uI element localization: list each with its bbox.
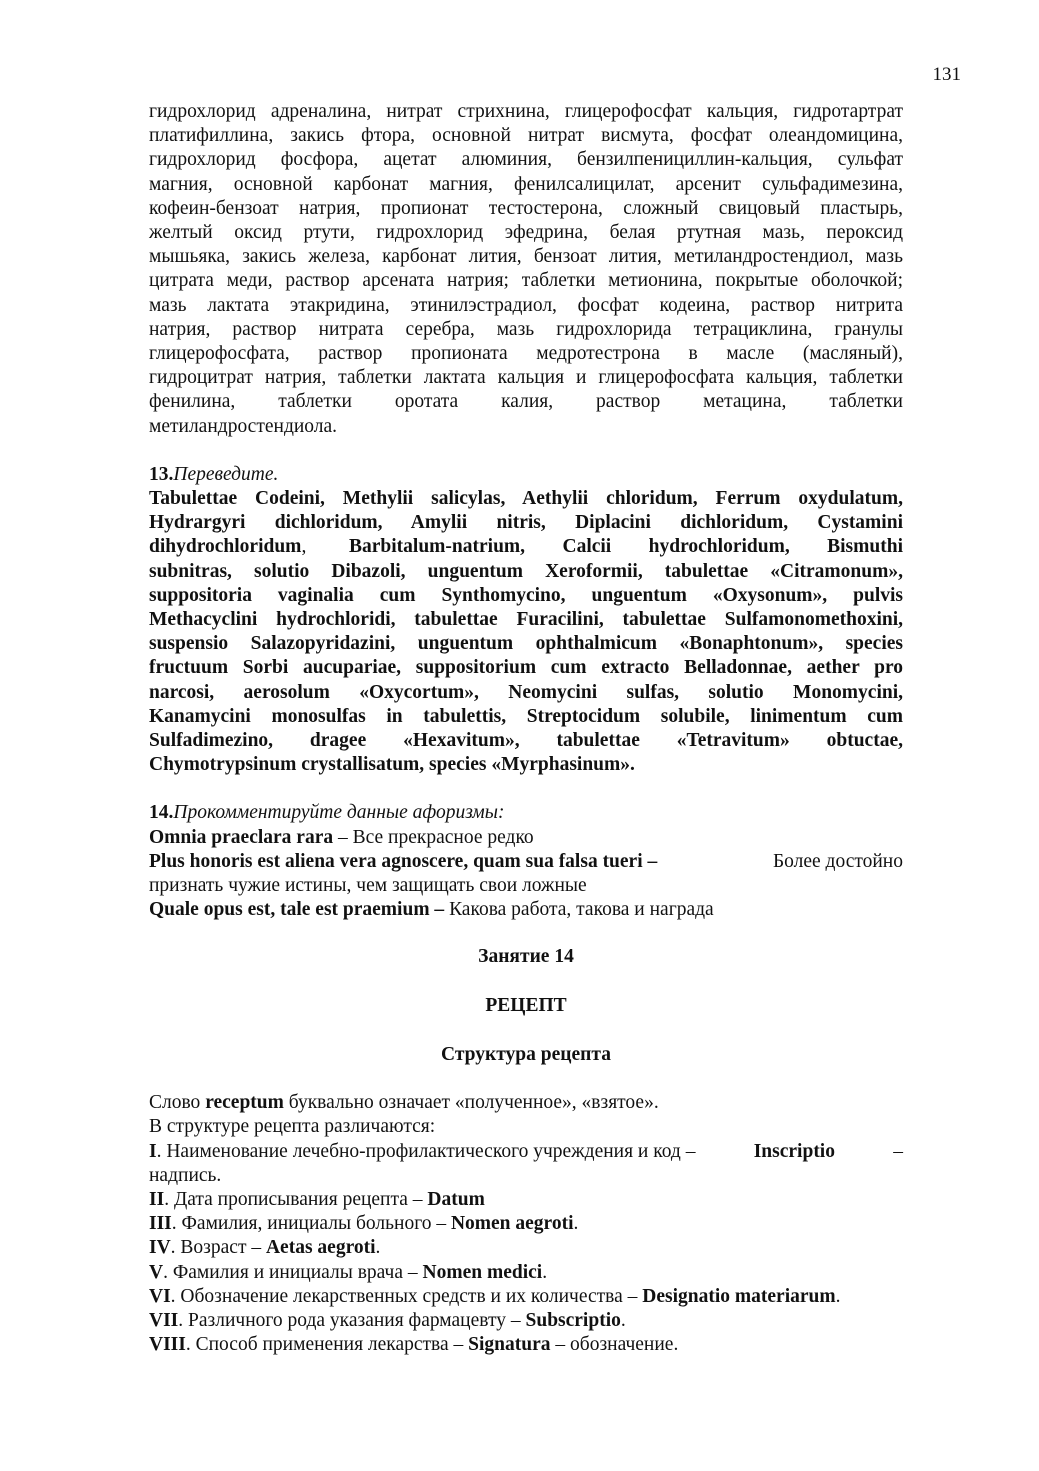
structure-item-1: [149, 1140, 903, 1164]
prescription-structure: [149, 1091, 903, 1357]
text-line: [149, 535, 903, 559]
text-line: гидроцитрат натрия, таблетки лактата кальция и глицерофосфата кальция, таблетки: [149, 367, 903, 389]
text-line: желтый оксид ртути, гидрохлорид эфедрина, белая ртутная мазь, пероксид: [149, 222, 903, 244]
text-line: Methacyclini hydrochloridi, tabulettae Furacilini, tabulettae Sulfamonomethoxini,: [149, 609, 903, 631]
structure-item: [149, 1261, 903, 1285]
text-line: фенилина, таблетки оротата калия, раствор метацина, таблетки: [149, 391, 903, 413]
text-segment: буквально означает «полученное», «взятое».: [283, 1092, 659, 1114]
aphorism-translation: – Все прекрасное редко: [333, 826, 534, 848]
item-number: V: [149, 1261, 164, 1283]
item-number: II: [149, 1188, 165, 1210]
text-line: метиландростендиола.: [149, 415, 338, 437]
aphorism-2: [149, 850, 903, 874]
text-segment: Слово: [149, 1092, 206, 1114]
aphorism-translation: Какова работа, такова и награда: [444, 899, 714, 921]
text-line: Tabulettae Codeini, Methylii salicylas, Aethylii chloridum, Ferrum oxydulatum,: [149, 488, 903, 510]
text-line: платифиллина, закись фтора, основной нитрат висмута, фосфат олеандомицина,: [149, 125, 903, 147]
exercise-13-text: [149, 487, 903, 777]
aphorism-latin: Quale opus est, tale est praemium –: [149, 899, 445, 921]
aphorism-3: [149, 898, 903, 922]
intro-line: [149, 1091, 903, 1115]
item-number: VII: [149, 1309, 179, 1331]
text-line: fructuum Sorbi aucupariae, suppositorium cum extracto Belladonnae, aether pro: [149, 657, 903, 679]
exercise-13: [149, 463, 903, 778]
item-text: . Фамилия и инициалы врача –: [163, 1261, 423, 1283]
section-title: РЕЦЕПТ: [485, 994, 567, 1016]
text-line: мазь лактата этакридина, этинилэстрадиол, фосфат кодеина, раствор нитрита: [149, 294, 903, 316]
exercise-number: 13.: [149, 463, 174, 485]
item-text: . Наименование лечебно-профилактического учреждения и код –: [156, 1140, 696, 1162]
structure-item: [149, 1285, 903, 1309]
structure-item: [149, 1236, 903, 1260]
item-number: III: [149, 1213, 172, 1235]
text-segment: ,: [301, 536, 307, 558]
item-term: Subscriptio: [525, 1309, 621, 1331]
text-line: цитрата меди, раствор арсената натрия; таблетки метионина, покрытые оболочкой;: [149, 270, 903, 292]
text-line: suppositoria vaginalia cum Synthomycino, unguentum «Oxysonum», pulvis: [149, 584, 903, 606]
item-text: . Обозначение лекарственных средств и их количества –: [170, 1285, 643, 1307]
drug-names-paragraph: [149, 100, 903, 439]
item-post: .: [620, 1309, 626, 1331]
exercise-instruction: Прокомментируйте данные афоризмы:: [173, 802, 505, 824]
lesson-heading: Занятие 14: [478, 945, 574, 967]
item-number: VI: [149, 1285, 171, 1307]
item-text: . Фамилия, инициалы больного –: [171, 1213, 451, 1235]
item-text: . Различного рода указания фармацевту –: [178, 1309, 526, 1331]
structure-item: [149, 1212, 903, 1236]
item-term: Signatura: [468, 1334, 551, 1356]
item-text: . Способ применения лекарства –: [185, 1334, 469, 1356]
text-line: натрия, раствор нитрата серебра, мазь гидрохлорида тетрациклина, гранулы: [149, 318, 903, 340]
text-line: narcosi, aerosolum «Oxycortum», Neomycini sulfas, solutio Monomycini,: [149, 681, 903, 703]
item-post: .: [542, 1261, 548, 1283]
text-line: Sulfadimezino, dragee «Hexavitum», tabulettae «Tetravitum» obtuctae,: [149, 730, 903, 752]
exercise-13-header: [149, 463, 903, 487]
text-segment: Barbitalum-natrium, Calcii hydrochloridum, Bismuthi: [349, 536, 903, 558]
item-number: VIII: [149, 1334, 186, 1356]
text-line: Hydrargyri dichloridum, Amylii nitris, Diplacini dichloridum, Cystamini: [149, 512, 903, 534]
page-number: 131: [932, 64, 961, 85]
page-content: [149, 100, 903, 1357]
aphorism-1: [149, 826, 903, 850]
aphorism-translation: Более достойно: [772, 850, 903, 872]
text-line: мышьяка, закись железа, карбонат лития, бензоат лития, метиландростендиол, мазь: [149, 246, 903, 268]
intro-line-2: В структуре рецепта различаются:: [149, 1116, 436, 1138]
exercise-14-header: [149, 801, 903, 825]
item-post: .: [573, 1213, 579, 1235]
item-number: I: [149, 1140, 157, 1162]
exercise-14: [149, 801, 903, 922]
item-text: . Возраст –: [170, 1237, 266, 1259]
item-text: . Дата прописывания рецепта –: [164, 1188, 428, 1210]
aphorism-latin: Plus honoris est aliena vera agnoscere, quam sua falsa tueri –: [149, 850, 658, 872]
exercise-instruction: Переведите.: [173, 463, 279, 485]
text-line: Chymotrypsinum crystallisatum, species «Myrphasinum».: [149, 754, 635, 776]
item-post: .: [375, 1237, 381, 1259]
text-segment: dihydrochloridum: [149, 536, 302, 558]
aphorism-2-continuation: признать чужие истины, чем защищать свои ложные: [149, 875, 587, 897]
section-subtitle: Структура рецепта: [441, 1043, 611, 1065]
text-line: гидрохлорид адреналина, нитрат стрихнина, глицерофосфат кальция, гидротартрат: [149, 101, 903, 122]
item-term: Designatio materiarum: [642, 1285, 836, 1307]
structure-item: [149, 1333, 903, 1357]
structure-item-1-continuation: надпись.: [149, 1164, 222, 1186]
text-line: гидрохлорид фосфора, ацетат алюминия, бензилпенициллин-кальция, сульфат: [149, 149, 903, 171]
item-term: Aetas aegroti: [265, 1237, 376, 1259]
exercise-number: 14.: [149, 802, 174, 824]
structure-item: [149, 1188, 903, 1212]
item-term: Nomen aegroti: [450, 1213, 574, 1235]
item-dash: –: [893, 1140, 903, 1162]
item-number: IV: [149, 1237, 171, 1259]
term: receptum: [205, 1092, 284, 1114]
text-line: магния, основной карбонат магния, фенилсалицилат, арсенит сульфадимезина,: [149, 173, 903, 195]
structure-item: [149, 1309, 903, 1333]
item-term: Datum: [427, 1188, 485, 1210]
item-post: .: [835, 1285, 841, 1307]
text-line: subnitras, solutio Dibazoli, unguentum Xeroformii, tabulettae «Citramonum»,: [149, 560, 903, 582]
item-term: Inscriptio: [753, 1140, 835, 1162]
item-post: – обозначение.: [550, 1334, 679, 1356]
aphorism-latin: Omnia praeclara rara: [149, 826, 334, 848]
text-line: suspensio Salazopyridazini, unguentum ophthalmicum «Bonaphtonum», species: [149, 633, 903, 655]
item-term: Nomen medici: [422, 1261, 543, 1283]
text-line: кофеин-бензоат натрия, пропионат тестостерона, сложный свицовый пластырь,: [149, 197, 903, 219]
text-line: Kanamycini monosulfas in tabulettis, Streptocidum solubile, linimentum cum: [149, 705, 903, 727]
text-line: глицерофосфата, раствор пропионата медротестрона в масле (масляный),: [149, 343, 903, 365]
